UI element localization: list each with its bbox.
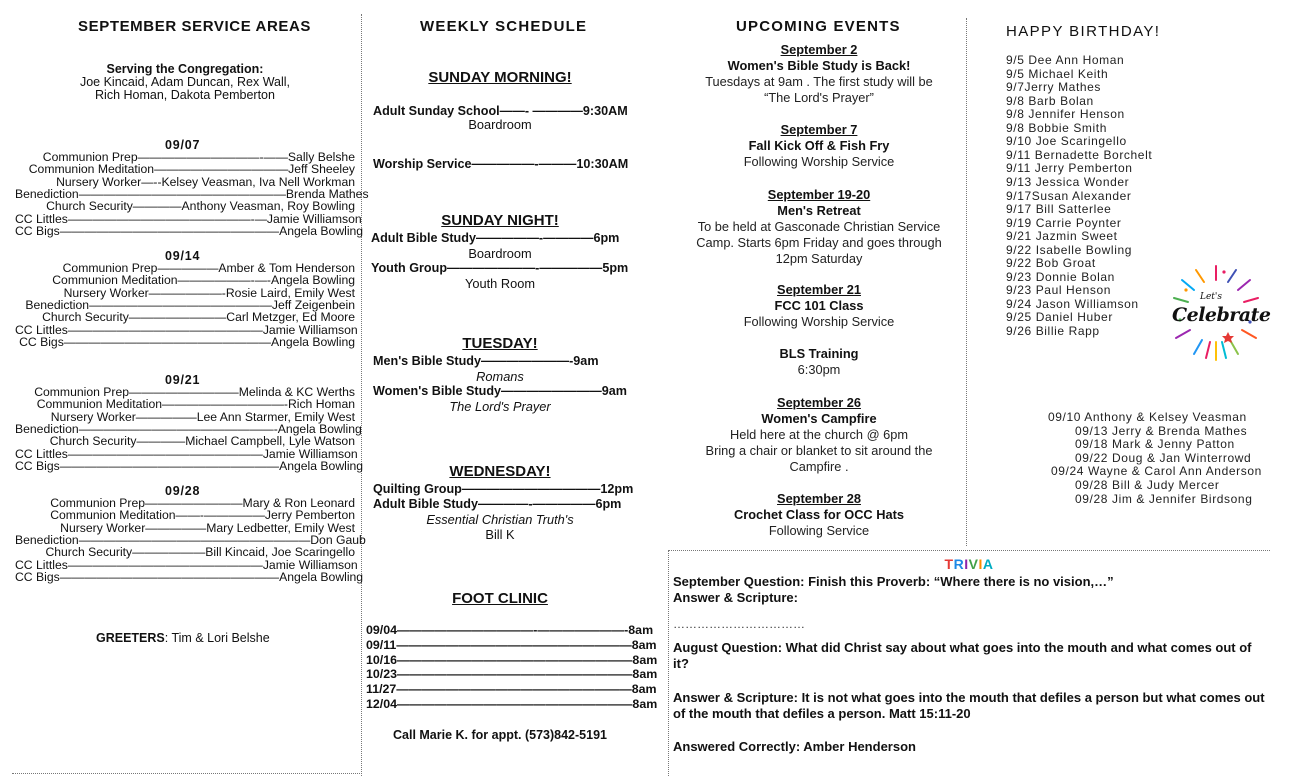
service-row: Communion Prep——————————-——Sally Belshe <box>42 150 355 164</box>
service-row: Communion Meditation——-—————Jerry Pemberton <box>50 508 355 523</box>
service-row: Communion Prep—————Amber & Tom Henderson <box>62 261 355 275</box>
mens-bible-study-topic: Romans <box>476 369 524 384</box>
column-divider-1 <box>361 14 362 776</box>
trivia-title-letter: T <box>944 556 954 572</box>
service-row: Communion Prep————————Mary & Ron Leonard <box>50 496 355 510</box>
event-detail: Bring a chair or blanket to sit around the <box>705 443 933 458</box>
trivia-title-letters <box>945 556 994 572</box>
event-detail: Campfire . <box>789 459 849 474</box>
event-date: September 2 <box>780 42 858 57</box>
event-detail: Tuesdays at 9am . The first study will be <box>705 74 933 89</box>
clinic-date-row: 11/27———————————————————8am <box>366 682 657 697</box>
service-row: CC Bigs——————————————————Angela Bowling <box>15 223 364 238</box>
service-row: CC Littles———————————————-—Jamie Williamson <box>15 211 362 226</box>
service-row: Benediction———————————————————Don Gaub <box>15 532 366 547</box>
service-row: CC Littles————————————————Jamie Williamson <box>15 322 358 337</box>
trivia-title-letter: I <box>978 556 983 572</box>
birthday-entry: 9/5 Dee Ann Homan <box>1006 53 1125 67</box>
birthday-entry: 9/17Susan Alexander <box>1006 188 1132 203</box>
womens-bible-study-topic: The Lord's Prayer <box>449 399 551 414</box>
service-row: CC Bigs—————————————————Angela Bowling <box>19 334 355 349</box>
event-name: Men's Retreat <box>777 203 861 218</box>
week-date: 09/14 <box>165 249 201 263</box>
anniversary-entry: 09/10 Anthony & Kelsey Veasman <box>1048 410 1247 424</box>
service-row: Communion Prep—————————Melinda & KC Werths <box>34 385 355 399</box>
birthday-entry: 9/11 Jerry Pemberton <box>1006 161 1133 176</box>
service-row: Nursery Worker—————Mary Ledbetter, Emily West <box>60 520 355 535</box>
column-divider-3 <box>966 18 967 546</box>
celebrate-lets: Let's <box>1200 292 1223 302</box>
birthday-entry: 9/23 Paul Henson <box>1006 283 1112 298</box>
bottom-rule <box>12 773 362 774</box>
event-name: Women's Campfire <box>761 411 877 426</box>
birthday-entry: 9/19 Carrie Poynter <box>1006 215 1122 230</box>
week-date: 09/07 <box>165 138 201 152</box>
trivia-answered: Answered Correctly: Amber Henderson <box>673 739 916 754</box>
service-row: Benediction———————————————Jeff Zeigenbein <box>25 297 355 312</box>
birthday-entry: 9/8 Barb Bolan <box>1006 93 1094 108</box>
greeters-label: GREETERS <box>96 631 165 645</box>
event-item <box>672 346 966 378</box>
birthday-entry: 9/21 Jazmin Sweet <box>1006 229 1118 244</box>
birthday-entry: 9/26 Billie Rapp <box>1006 324 1100 338</box>
worship-service: Worship Service—————-———10:30AM <box>373 157 629 171</box>
event-date: September 19-20 <box>767 187 871 202</box>
foot-clinic-heading: FOOT CLINIC <box>452 590 548 607</box>
happy-birthday-title: HAPPY BIRTHDAY! <box>1006 23 1161 40</box>
birthday-entry: 9/7Jerry Mathes <box>1006 80 1102 95</box>
event-date: September 26 <box>777 395 861 410</box>
service-row: Nursery Worker—--Kelsey Veasman, Iva Nell Workman <box>56 174 355 189</box>
event-name: BLS Training <box>779 346 859 361</box>
service-row: Church Security————Michael Campbell, Lyle Watson <box>49 434 355 449</box>
service-row: CC Bigs——————————————————Angela Bowling <box>15 458 364 473</box>
birthday-entry: 9/8 Bobbie Smith <box>1006 120 1107 135</box>
clinic-date-row: 09/04———————————-———————-8am <box>366 623 654 637</box>
trivia-title <box>668 556 1270 572</box>
adult-sunday-school: Adult Sunday School——- ————9:30AM <box>373 104 628 118</box>
wednesday-study-topic: Essential Christian Truth's <box>426 512 574 527</box>
birthday-entry: 9/22 Isabelle Bowling <box>1006 242 1133 257</box>
mens-bible-study: Men's Bible Study———————-9am <box>373 354 599 368</box>
event-detail: 12pm Saturday <box>775 251 863 266</box>
service-row: Church Security——————Bill Kincaid, Joe Scaringello <box>45 545 355 560</box>
clinic-date-row: 10/23———————————————————8am <box>366 667 658 682</box>
birthday-entry: 9/17 Bill Satterlee <box>1006 202 1112 217</box>
event-detail: Camp. Starts 6pm Friday and goes through <box>696 235 942 250</box>
birthday-entry: 9/24 Jason Williamson <box>1006 296 1139 311</box>
clinic-date-row: 09/11———————————————————8am <box>366 637 657 652</box>
trivia-title-letter: R <box>953 556 965 572</box>
service-row: Communion Meditation———————————Jeff Sheeley <box>28 162 355 177</box>
birthday-entry: 9/22 Bob Groat <box>1006 256 1096 271</box>
birthday-entry: 9/25 Daniel Huber <box>1006 310 1113 325</box>
trivia-top-rule <box>668 550 1270 551</box>
wednesday-heading: WEDNESDAY! <box>449 463 551 480</box>
service-row: CC Bigs——————————————————Angela Bowling <box>15 569 364 584</box>
trivia-answer-blank: …………………………… <box>673 617 805 631</box>
birthday-entry: 9/11 Bernadette Borchelt <box>1006 147 1153 162</box>
sunday-morning-heading: SUNDAY MORNING! <box>428 69 572 86</box>
tuesday-heading: TUESDAY! <box>462 335 538 352</box>
trivia-title-letter: I <box>964 556 969 572</box>
week-date: 09/28 <box>165 484 201 498</box>
sunday-night-heading: SUNDAY NIGHT! <box>441 212 559 229</box>
trivia-a1: Answer & Scripture: <box>673 590 798 605</box>
service-row: Nursery Worker—————Lee Ann Starmer, Emily West <box>50 409 355 424</box>
event-item <box>672 282 966 330</box>
wednesday-study-leader: Bill K <box>485 527 515 542</box>
week-date: 09/21 <box>165 373 201 387</box>
event-date: September 21 <box>777 282 861 297</box>
foot-clinic-call: Call Marie K. for appt. (573)842-5191 <box>393 728 607 742</box>
serving-names-line-2: Rich Homan, Dakota Pemberton <box>95 88 275 102</box>
event-item <box>672 395 966 475</box>
trivia-q2: August Question: What did Christ say about what goes into the mouth and what comes out of it? <box>673 640 1252 671</box>
adult-sunday-school-location: Boardroom <box>468 117 532 132</box>
adult-bible-study-wednesday: Adult Bible Study————-—————6pm <box>373 497 622 511</box>
event-date: September 7 <box>780 122 858 137</box>
event-name: Women's Bible Study is Back! <box>727 58 911 73</box>
anniversary-entry: 09/22 Doug & Jan Winterrowd <box>1075 450 1252 465</box>
weekly-schedule-title: WEEKLY SCHEDULE <box>420 18 588 35</box>
event-item <box>672 187 966 267</box>
service-row: Nursery Worker——————-Rosie Laird, Emily West <box>63 285 355 300</box>
youth-group-location: Youth Room <box>465 276 535 291</box>
greeters-names: : Tim & Lori Belshe <box>164 631 270 645</box>
anniversary-entry: 09/28 Bill & Judy Mercer <box>1075 478 1220 492</box>
service-row: Communion Meditation——————-—-Angela Bowling <box>52 273 355 288</box>
adult-bible-study-sunday: Adult Bible Study—————-————6pm <box>371 231 620 245</box>
youth-group: Youth Group———————-—————5pm <box>371 261 629 275</box>
service-areas-title: SEPTEMBER SERVICE AREAS <box>78 18 312 35</box>
serving-congregation <box>40 63 330 102</box>
event-detail: Held here at the church @ 6pm <box>729 427 909 442</box>
quilting-group: Quilting Group———————————12pm <box>373 482 634 496</box>
event-detail: “The Lord's Prayer” <box>764 90 874 105</box>
event-name: Crochet Class for OCC Hats <box>734 507 904 522</box>
service-row: Communion Meditation——————————-Rich Homan <box>36 397 355 412</box>
event-item <box>672 491 966 539</box>
clinic-date-row: 12/04———————————————————8am <box>366 697 658 711</box>
service-row: CC Littles————————————————Jamie Williamson <box>15 557 358 572</box>
event-date: September 28 <box>777 491 861 506</box>
womens-bible-study: Women's Bible Study————————9am <box>373 384 627 398</box>
service-row: CC Littles————————————————Jamie Williamson <box>15 446 358 461</box>
service-row: Benediction—————————————————Brenda Mathes <box>15 186 369 201</box>
event-item <box>672 122 966 170</box>
upcoming-events-title: UPCOMING EVENTS <box>736 18 901 35</box>
trivia-title-letter: A <box>982 556 994 572</box>
serving-heading: Serving the Congregation: <box>106 62 264 76</box>
serving-names-line-1: Joe Kincaid, Adam Duncan, Rex Wall, <box>79 75 291 89</box>
event-detail: To be held at Gasconade Christian Service <box>697 219 941 234</box>
trivia-a2: Answer & Scripture: It is not what goes into the mouth that defiles a person but what comes out of the mouth that defiles a person. Matt 15:11-20 <box>673 690 1265 721</box>
event-detail: Following Worship Service <box>743 154 895 169</box>
column-divider-2 <box>668 550 669 776</box>
event-name: FCC 101 Class <box>774 298 864 313</box>
anniversary-entry: 09/24 Wayne & Carol Ann Anderson <box>1051 464 1262 479</box>
birthday-entry: 9/5 Michael Keith <box>1006 66 1109 81</box>
event-detail: Following Worship Service <box>743 314 895 329</box>
event-detail: 6:30pm <box>797 362 841 377</box>
clinic-date-row: 10/16———————————————————8am <box>366 652 658 667</box>
adult-bible-study-location: Boardroom <box>468 246 532 261</box>
greeters <box>96 631 270 645</box>
anniversary-entry: 09/13 Jerry & Brenda Mathes <box>1075 423 1248 438</box>
service-row: Benediction————————————————-Angela Bowling <box>15 421 362 436</box>
birthday-entry: 9/8 Jennifer Henson <box>1006 107 1125 122</box>
birthday-entry: 9/13 Jessica Wonder <box>1006 174 1130 189</box>
anniversary-entry: 09/28 Jim & Jennifer Birdsong <box>1075 491 1253 506</box>
celebrate-word: Celebrate <box>1172 304 1271 326</box>
event-name: Fall Kick Off & Fish Fry <box>748 138 890 153</box>
service-row: Church Security————————Carl Metzger, Ed Moore <box>42 310 355 325</box>
event-item <box>672 42 966 106</box>
event-detail: Following Service <box>768 523 870 538</box>
birthday-entry: 9/10 Joe Scaringello <box>1006 134 1127 149</box>
birthday-entry: 9/23 Donnie Bolan <box>1006 269 1115 284</box>
trivia-q1: September Question: Finish this Proverb: “Where there is no vision,…” <box>673 574 1114 589</box>
trivia-title-letter: V <box>968 556 979 572</box>
service-row: Church Security————Anthony Veasman, Roy Bowling <box>46 199 355 214</box>
celebrate-graphic <box>1166 262 1271 366</box>
anniversary-entry: 09/18 Mark & Jenny Patton <box>1075 437 1235 452</box>
